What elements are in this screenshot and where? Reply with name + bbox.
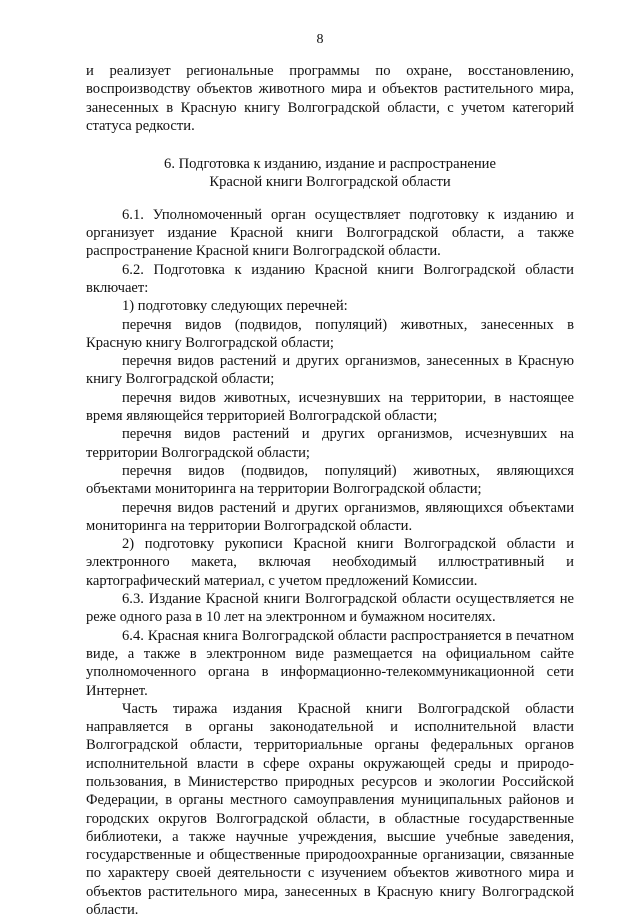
- list-entry-plants: перечня видов растений и других организмов, занесенных в Красную книгу Волгоградской области;: [86, 353, 574, 388]
- document-body: [86, 62, 574, 919]
- list-entry-extinct-animals: перечня видов животных, исчезнувших на территории, в настоящее время являющейся территорией Волгоградской области;: [86, 389, 574, 425]
- list-entry-monitoring-plants: перечня видов растений и других организмов, являющихся объектами мониторинга на территории Волгоградской области.: [86, 499, 574, 534]
- paragraph-6-3: 6.3. Издание Красной книги Волгоградской области осуществляется не реже одного раза в 10 лет на электронном и бумажном носителях.: [86, 591, 574, 626]
- section-heading-line-1: 6. Подготовка к изданию, издание и распространение: [164, 156, 496, 173]
- list-entry-animals: перечня видов (подвидов, популяций) животных, занесенных в Красную книгу Волгоградской области;: [86, 316, 574, 351]
- page-number: 8: [316, 32, 324, 47]
- list-item-2: 2) подготовку рукописи Красной книги Волгоградской области и электронного макета, включая необходимый иллюстративный и картографический материал, с учетом предложений Комиссии.: [86, 536, 574, 589]
- intro-paragraph: и реализует региональные программы по охране, восстановлению, воспроизводству объектов животного мира и объектов растительного мира, занесенных в Красную книгу Волгоградской области, с учетом категорий статуса редкости.: [86, 63, 574, 134]
- section-heading: [86, 155, 574, 192]
- distribution-paragraph: Часть тиража издания Красной книги Волгоградской области направляется в органы законодательной и исполнительной власти Волгоградской области, территориальные органы федеральных органов исполнительной власти в сфере охраны окружающей среды и природо-пользования, в Министерство природных ресурсов и экологии Российской Федерации, в органы местного самоуправления муниципальных районов и городских округов Волгоградской области, в областные государственные библиотеки, а также научные учреждения, высшие учебные заведения, государственные и общественные природоохранные организации, связанные по характеру своей деятельности с изучением объектов животного мира и объектов растительного мира, занесенных в Красную книгу Волгоградской области.: [86, 700, 574, 919]
- section-heading-line-2: Красной книги Волгоградской области: [209, 174, 451, 191]
- paragraph-6-2: 6.2. Подготовка к изданию Красной книги Волгоградской области включает:: [86, 261, 574, 296]
- list-item-1: 1) подготовку следующих перечней:: [122, 298, 348, 315]
- paragraph-6-4: 6.4. Красная книга Волгоградской области распространяется в печатном виде, а также в электронном виде размещается на официальном сайте уполномоченного органа в информационно-телекоммуникационной сети Интернет.: [86, 627, 574, 699]
- list-entry-monitoring-animals: перечня видов (подвидов, популяций) животных, являющихся объектами мониторинга на территории Волгоградской области;: [86, 462, 574, 498]
- paragraph-6-1: 6.1. Уполномоченный орган осуществляет подготовку к изданию и организует издание Красной книги Волгоградской области, а также распространение Красной книги Волгоградской области.: [86, 206, 574, 260]
- list-entry-extinct-plants: перечня видов растений и других организмов, исчезнувших на территории Волгоградской области;: [86, 426, 574, 461]
